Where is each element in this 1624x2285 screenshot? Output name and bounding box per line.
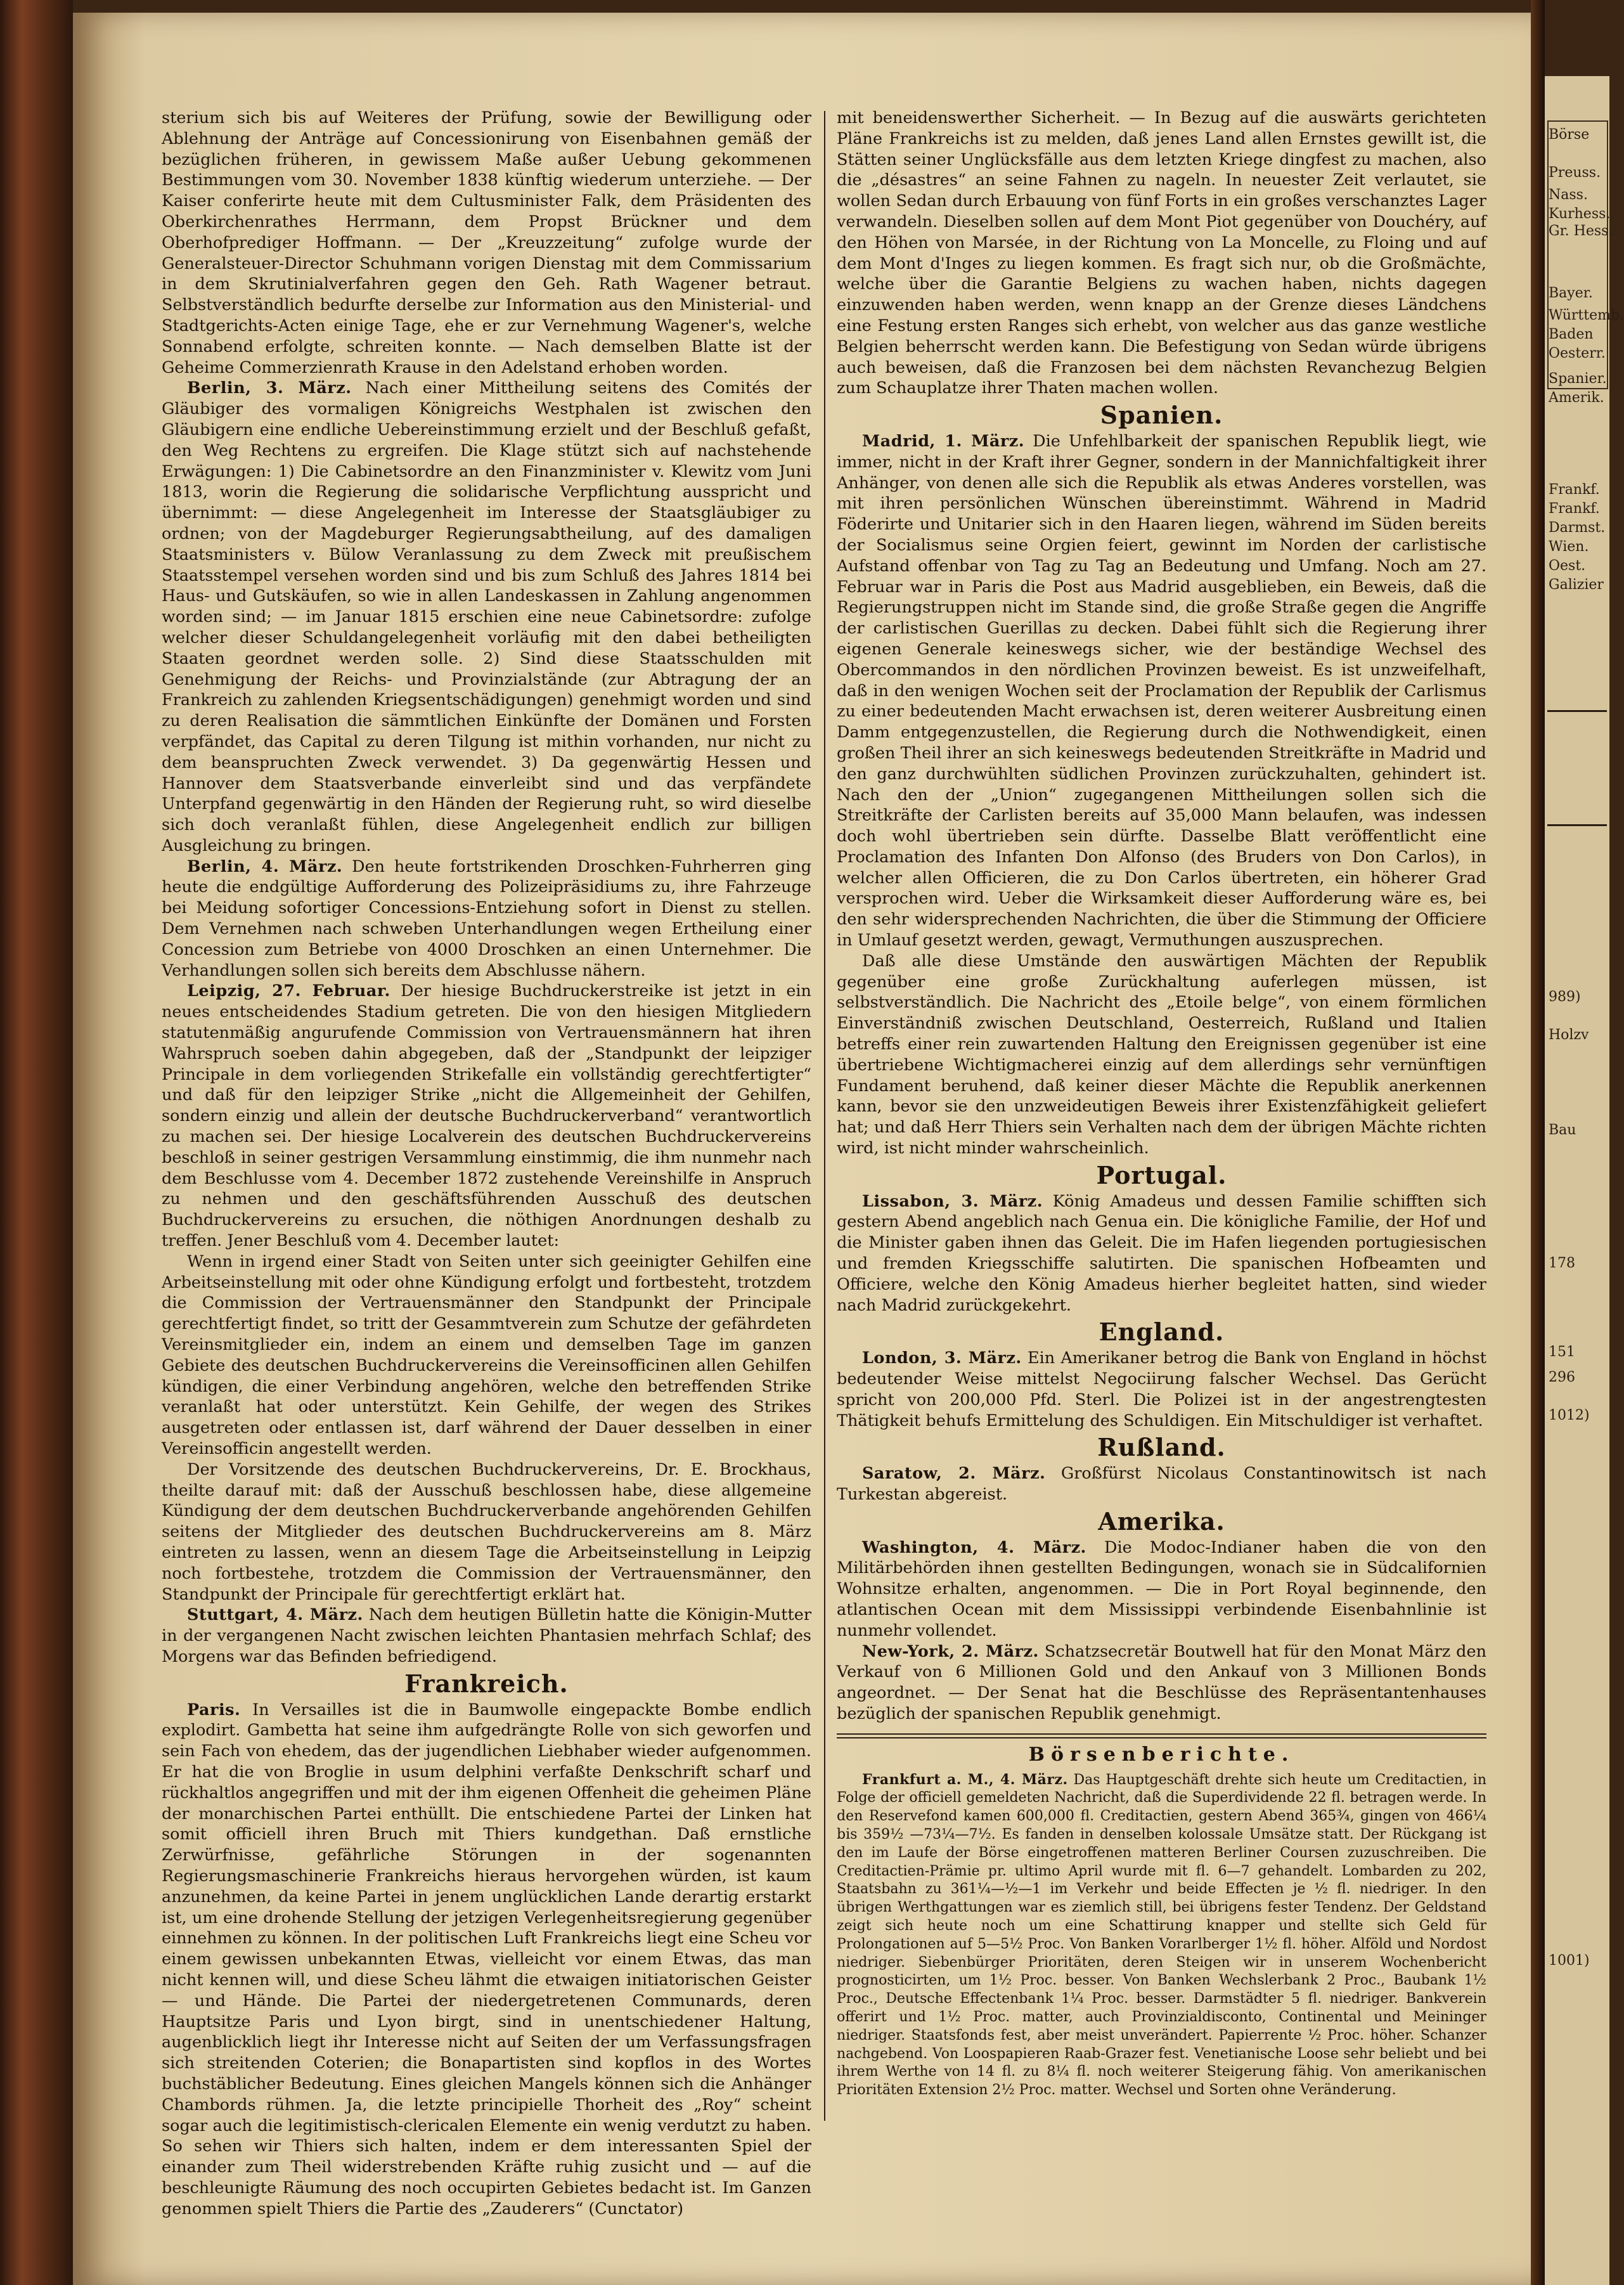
article-paragraph xyxy=(837,1348,1486,1431)
boerse-title: Börsenberichte. xyxy=(1028,1743,1295,1766)
paragraph-text: sterium sich bis auf Weiteres der Prüfung, sowie der Bewilligung oder Ablehnung der Anträge auf Concessionirung von Eisenbahnen gemäß der bezüglichen früheren, in gewissem Maße außer Uebung gekommenen Bestimmungen vom 30. November 1838 künftig wiederum unterziehe. — Der Kaiser conferirte heute mit dem Cultusminister Falk, dem Präsidenten des Oberkirchenrathes Herrmann, dem Propst Brückner und dem Oberhofprediger Hoffmann. — Der „Kreuzzeitung“ zufolge wurde der Generalsteuer-Director Schuhmann vorigen Dienstag mit dem Commissarium in dem Skrutinialverfahren gegen den Geh. Rath Wagener betraut. Selbstverständlich bedurfte derselbe zur Information aus den Ministerial- und Stadtgerichts-Acten einige Tage, ehe er zur Vernehmung Wagener's, welche Sonnabend erfolgte, schreiten konnte. — Nach demselben Blatte ist der Geheime Commerzienrath Krause in den Adelstand erhoben worden. xyxy=(162,108,811,377)
paragraph-text: Der hiesige Buchdruckerstreike ist jetzt in ein neues entscheidendes Stadium getreten. Die von den hiesigen Mitgliedern statutenmäßig angurufende Commission von Vertrauensmännern hat ihren Wahrspruch soeben dahin abgegeben, daß der „Standpunkt der leipziger Principale in dem vorliegenden Strikefalle ein vollständig gerechtfertigter“ und daß für den leipziger Strike „nicht die Allgemeinheit der Gehilfen, sondern einzig und allein der deutsche Buchdruckerverband“ verantwortlich zu machen sei. Der hiesige Localverein des deutschen Buchdruckervereins beschloß in seiner gestrigen Versammlung einstimmig, die ihm nunmehr nach dem Beschlusse vom 4. December 1872 zustehende Vereinshilfe in Anspruch zu nehmen und den geschäftsführenden Ausschuß des deutschen Buchdruckervereins zu ersuchen, die nöthigen Anordnungen deshalb zu treffen. Jener Beschluß vom 4. December lautet: xyxy=(162,981,811,1251)
article-paragraph xyxy=(837,1641,1486,1725)
article-paragraph xyxy=(837,431,1486,951)
dateline: Madrid, 1. März. xyxy=(862,431,1025,451)
section-heading: Rußland. xyxy=(1097,1433,1226,1462)
article-paragraph xyxy=(162,108,811,378)
boerse-report xyxy=(837,1771,1486,2100)
article-paragraph xyxy=(162,378,811,856)
dateline: Stuttgart, 4. März. xyxy=(187,1605,363,1625)
article-paragraph xyxy=(837,1191,1486,1316)
dateline: Berlin, 4. März. xyxy=(187,857,343,876)
paragraph-text: Den heute fortstrikenden Droschken-Fuhrherren ging heute die endgültige Aufforderung des Polizeipräsidiums zu, ihre Fahrzeuge bei Meidung sofortiger Concessions-Entziehung sofort in Dienst zu stellen. Dem Vernehmen nach schweben Unterhandlungen wegen Ertheilung einer Concession zum Betriebe von 4000 Droschken an einen Unternehmer. Die Verhandlungen sollen sich bereits dem Abschlusse nähern. xyxy=(162,857,812,980)
next-page-text-fragment: Kurhess. xyxy=(1549,206,1611,222)
next-page-text-fragment: Nass. xyxy=(1549,187,1588,203)
next-page-text-fragment: Oesterr. xyxy=(1549,346,1606,361)
dateline: Paris. xyxy=(187,1700,241,1719)
next-page-rule xyxy=(1547,824,1607,826)
next-page-rule xyxy=(1547,710,1607,712)
paragraph-text: Das Hauptgeschäft drehte sich heute um Creditactien, in Folge der officiell gemeldeten Nachricht, daß die Superdividende 22 fl. betragen werde. In den Reservefond kamen 600,000 fl. Creditactien, gestern Abend 365¾, gingen von 466¼ bis 359½ —73¼—7½. Es fanden in denselben kolossale Umsätze statt. Der Rückgang ist den im Laufe der Börse eingetroffenen matteren Berliner Coursen zuzuschreiben. Die Creditactien-Prämie pr. ultimo April wurde mit fl. 6—7 gehandelt. Lombarden zu 202, Staatsbahn zu 361¼—½—1 im Verkehr und beide Effecten je ½ fl. niedriger. In den übrigen Werthgattungen war es ziemlich still, bei übrigens fester Tendenz. Der Geldstand zeigt sich heute noch um eine Schattirung knapper und stellte sich Geld für Prolongationen auf 5—5½ Proc. Von Banken Vorarlberger 1½ fl. höher. Alföld und Nordost niedriger. Siebenbürger Prioritäten, deren Steigen wir in unserem Wochenbericht prognosticirten, um 1½ Proc. besser. Von Banken Wechslerbank 2 Proc., Baubank 1½ Proc., Deutsche Effectenbank 1¼ Proc. besser. Darmstädter 5 fl. niedriger. Bankverein offerirt und 1½ Proc. matter, auch Provinzialdisconto, Continental und Meininger niedriger. Staatsfonds fest, aber meist unverändert. Papierrente ½ Proc. höher. Schanzer nachgebend. Von Loospapieren Raab-Grazer fest. Venetianische Loose sehr beliebt und bei ihrem Werthe von 14 fl. zu 8¼ fl. noch weiterer Steigerung fähig. Von amerikanischen Prioritäten Extension 2½ Proc. matter. Wechsel und Sorten ohne Veränderung. xyxy=(837,1771,1486,2099)
paragraph-text: Ein Amerikaner betrog die Bank von England in höchst bedeutender Weise mittelst Negociirung falscher Wechsel. Das Gerücht spricht von 200,000 Pfd. Sterl. Die Polizei ist in der angestrengtesten Thätigkeit behufs Ermittelung des Schuldigen. Ein Mitschuldiger ist verhaftet. xyxy=(837,1349,1486,1430)
next-page-text-fragment: Holzv xyxy=(1549,1027,1589,1043)
next-page-text-fragment: Darmst. xyxy=(1549,520,1606,536)
next-page-text-fragment: Börse xyxy=(1549,127,1590,143)
article-paragraph xyxy=(162,1605,811,1667)
dateline: Lissabon, 3. März. xyxy=(862,1191,1043,1211)
next-page-text-fragment: Wien. xyxy=(1549,539,1589,555)
column-separator xyxy=(824,111,825,2121)
left-column xyxy=(162,108,812,2218)
dateline: Berlin, 3. März. xyxy=(187,379,352,398)
article-paragraph xyxy=(162,1460,811,1605)
section-heading: Amerika. xyxy=(1098,1506,1225,1536)
dateline: Frankfurt a. M., 4. März. xyxy=(862,1771,1068,1788)
article-paragraph xyxy=(837,108,1486,399)
dateline: Saratow, 2. März. xyxy=(862,1464,1046,1484)
right-column xyxy=(837,108,1486,2111)
next-page-text-fragment: 178 xyxy=(1549,1255,1575,1271)
next-page-text-fragment: Frankf. xyxy=(1549,482,1600,498)
article-paragraph xyxy=(837,1463,1486,1505)
next-page-top-edge xyxy=(1545,0,1609,76)
paragraph-text: Die Modoc-Indianer haben die von den Militärbehörden ihnen gestellten Bedingungen, wonach sie in Südcalifornien Wohnsitze erhalten, angenommen. — Die in Port Royal beginnende, den atlantischen Ocean mit dem Mississippi verbindende Eisenbahnlinie ist nunmehr vollendet. xyxy=(837,1537,1486,1640)
article-paragraph xyxy=(837,951,1486,1159)
double-rule xyxy=(837,1733,1486,1738)
next-page-text-fragment: Amerik. xyxy=(1549,390,1604,406)
paragraph-text: König Amadeus und dessen Familie schifften sich gestern Abend angeblich nach Genua ein. Die königliche Familie, der Hof und die Minister gaben ihnen das Geleit. Die im Hafen liegenden portugiesischen und fremden Kriegsschiffe salutirten. Die spanischen Hofbeamten und Officiere, welche den König Amadeus hierher begleitet hatten, sind wieder nach Madrid zurückgekehrt. xyxy=(837,1191,1486,1315)
boerse-paragraph xyxy=(837,1771,1486,2100)
next-page-text-fragment: Preuss. xyxy=(1549,165,1601,181)
article-paragraph xyxy=(837,1537,1486,1641)
next-page-text-fragment: Gr. Hess. xyxy=(1549,223,1613,239)
section-heading: Portugal. xyxy=(1096,1160,1227,1189)
next-page-text-fragment: 151 xyxy=(1549,1344,1575,1360)
next-page-text-fragment: Württemb. xyxy=(1549,307,1624,323)
next-page-text-fragment: Bayer. xyxy=(1549,285,1593,301)
article-paragraph xyxy=(162,1700,811,2220)
paragraph-text: Der Vorsitzende des deutschen Buchdruckervereins, Dr. E. Brockhaus, theilte darauf mit: daß der Ausschuß beschlossen habe, diese allgemeine Kündigung der dem deutschen Buchdruckerverbande angehörenden Gehilfen seitens der Mitglieder des deutschen Buchdruckervereins am 8. März eintreten zu lassen, wenn an diesem Tage die Arbeitseinstellung in Leipzig noch fortbestehe, trotzdem die Commission der Vertrauensmänner, den Standpunkt der Principale für gerechtfertigt erklärt hat. xyxy=(162,1460,811,1604)
page-gutter xyxy=(1531,0,1545,2285)
section-heading: England. xyxy=(1099,1317,1225,1347)
dateline: New-York, 2. März. xyxy=(862,1641,1039,1661)
section-heading: Frankreich. xyxy=(404,1669,569,1698)
paragraph-text: Großfürst Nicolaus Constantinowitsch ist nach Turkestan abgereist. xyxy=(837,1464,1486,1504)
paragraph-text: Daß alle diese Umstände den auswärtigen Mächten der Republik gegenüber eine große Zurückhaltung auferlegen müssen, ist selbstverständlich. Die Nachricht des „Etoile belge“, von einem förmlichen Einverständniß zwischen Deutschland, Oesterreich, Rußland und Italien betreffs einer rein zuwartenden Haltung den Ereignissen gegenüber ist eine übertriebene Wichtigmacherei einzig auf dem allerdings sehr vernünftigen Fundament beruhend, daß keiner dieser Mächte die Republik anerkennen kann, bevor sie den unzweideutigen Beweis ihrer Existenzfähigkeit geliefert hat; und daß Herr Thiers sein Verhalten nach dem der übrigen Mächte richten wird, ist nicht minder wahrscheinlich. xyxy=(837,951,1486,1158)
next-page-text-fragment: Galizier xyxy=(1549,577,1604,593)
next-page-text-fragment: Oest. xyxy=(1549,558,1586,574)
next-page-text-fragment: 1001) xyxy=(1549,1953,1590,1969)
paragraph-text: Die Unfehlbarkeit der spanischen Republik liegt, wie immer, nicht in der Kraft ihrer Gegner, sondern in der Mannichfaltigkeit ihrer Anhänger, von denen alle sich die Republik als etwas Anderes vorstellen, was mit ihren persönlichen Wünschen übereinstimmt. Während in Madrid Föderirte und Unitarier sich in den Haaren liegen, während im Süden bereits der Socialismus seine Orgien feiert, gewinnt im Norden der carlistische Aufstand offenbar von Tag zu Tag an Bedeutung und Umfang. Noch am 27. Februar war in Paris die Post aus Madrid ausgeblieben, ein Beweis, daß die Regierungstruppen nicht im Stande sind, die große Straße gegen die Angriffe der carlistischen Guerillas zu decken. Dabei fühlt sich die Regierung ihrer eigenen Generale keineswegs sicher, wie der beständige Wechsel des Obercommandos in den nördlichen Provinzen beweist. Es ist unzweifelhaft, daß in den wenigen Wochen seit der Proclamation der Republik der Carlismus zu einer bedeutenden Macht erwachsen ist, deren weiterer Ausbreitung einen Damm entgegenzustellen, die Regierung durch die Nothwendigkeit, einen großen Theil ihrer an sich keineswegs bedeutenden Streitkräfte in Madrid und den ganz durchwühlten südlichen Provinzen zurückzuhalten, gehindert ist. Nach den der „Union“ zugegangenen Mittheilungen sollen sich die Streitkräfte der Carlisten bereits auf 35,000 Mann belaufen, was indessen doch wohl übertrieben sein dürfte. Dasselbe Blatt veröffentlicht eine Proclamation des Infanten Don Alfonso (des Bruders von Don Carlos), in welcher allen Officieren, die zu Don Carlos übertreten, ein höherer Grad versprochen wird. Ueber die Wirksamkeit dieser Aufforderung wäre es, bei den sehr widersprechenden Nachrichten, die über die Stimmung der Officiere in Umlauf gesetzt werden, gewagt, Vermuthungen auszusprechen. xyxy=(837,431,1487,950)
article-paragraph xyxy=(162,981,811,1251)
next-page-fragment xyxy=(1545,76,1624,2285)
dateline: Washington, 4. März. xyxy=(862,1537,1086,1557)
paragraph-text: Schatzsecretär Boutwell hat für den Monat März den Verkauf von 6 Millionen Gold und den Ankauf von 3 Millionen Bonds angeordnet. — Der Senat hat die Beschlüsse des Repräsentantenhauses bezüglich der spanischen Republik genehmigt. xyxy=(837,1641,1487,1723)
next-page-text-fragment: Spanier. xyxy=(1549,371,1607,387)
paragraph-text: Wenn in irgend einer Stadt von Seiten unter sich geeinigter Gehilfen eine Arbeitseinstellung mit oder ohne Kündigung erfolgt und fortbesteht, trotzdem die Commission der Vertrauensmänner den Standpunkt der Principale gerechtfertigt findet, so tritt der Gesammtverein zum Schutze der gefährdeten Vereinsmitglieder ein, indem an einem und demselben Tage im ganzen Gebiete des deutschen Buchdruckervereins die Vereinsofficinen allen Gehilfen kündigen, die einer Verbindung angehören, welche den betreffenden Strike veranlaßt hat oder unterstützt. Kein Gehilfe, der wegen des Strikes ausgetreten oder entlassen ist, darf während der Dauer desselben in einer Vereinsofficin angestellt werden. xyxy=(162,1252,811,1458)
dateline: Leipzig, 27. Februar. xyxy=(187,981,390,1001)
article-paragraph xyxy=(162,857,811,981)
section-heading: Spanien. xyxy=(1100,401,1223,430)
book-spine xyxy=(0,0,73,2285)
next-page-text-fragment: Frankf. xyxy=(1549,501,1600,517)
paragraph-text: mit beneidenswerther Sicherheit. — In Bezug auf die auswärts gerichteten Pläne Frankreichs ist zu melden, daß jenes Land allen Ernstes gewillt ist, die Stätten seiner Unglücksfälle aus dem letzten Kriege dingfest zu machen, also die „désastres“ an seine Fahnen zu nageln. In neuester Zeit verlautet, sie wollen Sedan durch Erbauung von fünf Forts in ein großes verschanztes Lager verwandeln. Dieselben sollen auf dem Mont Piot gegenüber von Douchéry, auf den Höhen von Marsée, in der Richtung von La Moncelle, zu Floing und auf dem Mont d'Inges zu liegen kommen. Es fragt sich nur, ob die Großmächte, welche über die Garantie Belgiens zu wachen haben, nichts dagegen einzuwenden haben werden, wenn knapp an der Grenze dieses Ländchens eine Festung ersten Ranges sich erhebt, von welcher aus das ganze westliche Belgien beherrscht werden kann. Die Befestigung von Sedan würde übrigens auch beweisen, daß die Franzosen bei dem nächsten Revanchezug Belgien zum Schauplatze ihrer Thaten machen wollen. xyxy=(837,108,1486,398)
paragraph-text: Nach dem heutigen Bülletin hatte die Königin-Mutter in der vergangenen Nacht zwischen leichten Phantasien mehrfach Schlaf; des Morgens war das Befinden befriedigend. xyxy=(162,1605,812,1666)
next-page-text-fragment: 1012) xyxy=(1549,1408,1590,1423)
next-page-text-fragment: 296 xyxy=(1549,1369,1575,1385)
paragraph-text: Nach einer Mittheilung seitens des Comités der Gläubiger des vormaligen Königreichs Westphalen ist zwischen den Gläubigern eine endliche Uebereinstimmung erzielt und der Beschluß gefaßt, den Weg Rechtens zu ergreifen. Die Klage stützt sich auf nachstehende Erwägungen: 1) Die Cabinetsordre an den Finanzminister v. Klewitz vom Juni 1813, worin die Regierung die solidarische Verpflichtung ausspricht und übernimmt: — diese Angelegenheit im Interesse der Staatsgläubiger zu ordnen; von der Magdeburger Regierungsabtheilung, auf des damaligen Staatsministers v. Bülow Veranlassung zu dem Zweck mit preußischem Staatsstempel versehen worden sind und bis zum Schluß des Jahres 1814 bei Haus- und Gutskäufen, so wie in allen Landeskassen in Zahlung angenommen worden sind; — im Januar 1815 erschien eine neue Cabinetsordre: zufolge welcher dieser Schuldangelegenheit vorläufig mit den dabei betheiligten Staaten geordnet werden solle. 2) Sind diese Staatsschulden mit Genehmigung der Reichs- und Provinzialstände (zur Abtragung der an Frankreich zu zahlenden Kriegsentschädigungen) genehmigt worden und sind zu deren Realisation die sämmtlichen Einkünfte der Domänen und Forsten verpfändet, das Capital zu deren Tilgung ist mithin vorhanden, nur nicht zu dem beanspruchten Zweck verwendet. 3) Da gegenwärtig Hessen und Hannover dem Staatsverbande einverleibt sind und das verpfändete Unterpfand gegenwärtig in den Händen der Regierung ruht, so wird dieselbe sich doch veranlaßt fühlen, diese Angelegenheit endlich zur billigen Ausgleichung zu bringen. xyxy=(162,379,812,855)
next-page-text-fragment: Baden xyxy=(1549,327,1594,342)
next-page-text-fragment: 989) xyxy=(1549,989,1581,1005)
paragraph-text: In Versailles ist die in Baumwolle eingepackte Bombe endlich explodirt. Gambetta hat seine ihm aufgedrängte Rolle von sich geworfen und sein Fach von ehedem, das der jugendlichen Liebhaber wieder aufgenommen. Er hat die von Broglie in usum delphini verfaßte Denkschrift scharf und rückhaltlos angegriffen und mit der ihm eigenen Offenheit die geheimen Pläne der monarchischen Partei enthüllt. Die entschiedene Partei der Linken hat somit officiell ihren Bruch mit Thiers kundgethan. Daß ernstliche Zerwürfnisse, gefährliche Störungen in der sogenannten Regierungsmaschinerie Frankreichs hieraus hervorgehen würden, ist kaum anzunehmen, da keine Partei in jenem unglücklichen Lande derartig erstarkt ist, um eine drohende Stellung der jetzigen Verlegenheitsregierung gegenüber einnehmen zu können. In der politischen Luft Frankreichs liegt eine Scheu vor einem gewissen unbekannten Etwas, vielleicht vor einem Etwas, das man nicht kennen will, und diese Scheu lähmt die etwaigen initiatorischen Geister — und Hände. Die Partei der niedergetretenen Communards, deren Hauptsitze Paris und Lyon birgt, sind in unentschiedener Haltung, augenblicklich liegt ihr Interesse nicht auf Seiten der um Verfassungsfragen sich streitenden Coterien; die Bonapartisten sind kopflos in des Wortes buchstäblicher Bedeutung. Eines gleichen Mangels können sich die Anhänger Chambords rühmen. Ja, die letzte principielle Thorheit des „Roy“ scheint sogar auch die legitimistisch-clericalen Elemente ein wenig verdutzt zu haben. So sehen wir Thiers sich halten, indem er dem interessanten Spiel der einander zum Theil widerstrebenden Kräfte ruhig zusicht und — auf die beschleunigte Räumung des noch occupirten Gebietes bedacht ist. Im Ganzen genommen spielt Thiers die Partie des „Zauderers“ (Cunctator) xyxy=(162,1700,811,2218)
article-paragraph xyxy=(162,1252,811,1460)
dateline: London, 3. März. xyxy=(862,1349,1022,1368)
next-page-text-fragment: Bau xyxy=(1549,1122,1576,1138)
